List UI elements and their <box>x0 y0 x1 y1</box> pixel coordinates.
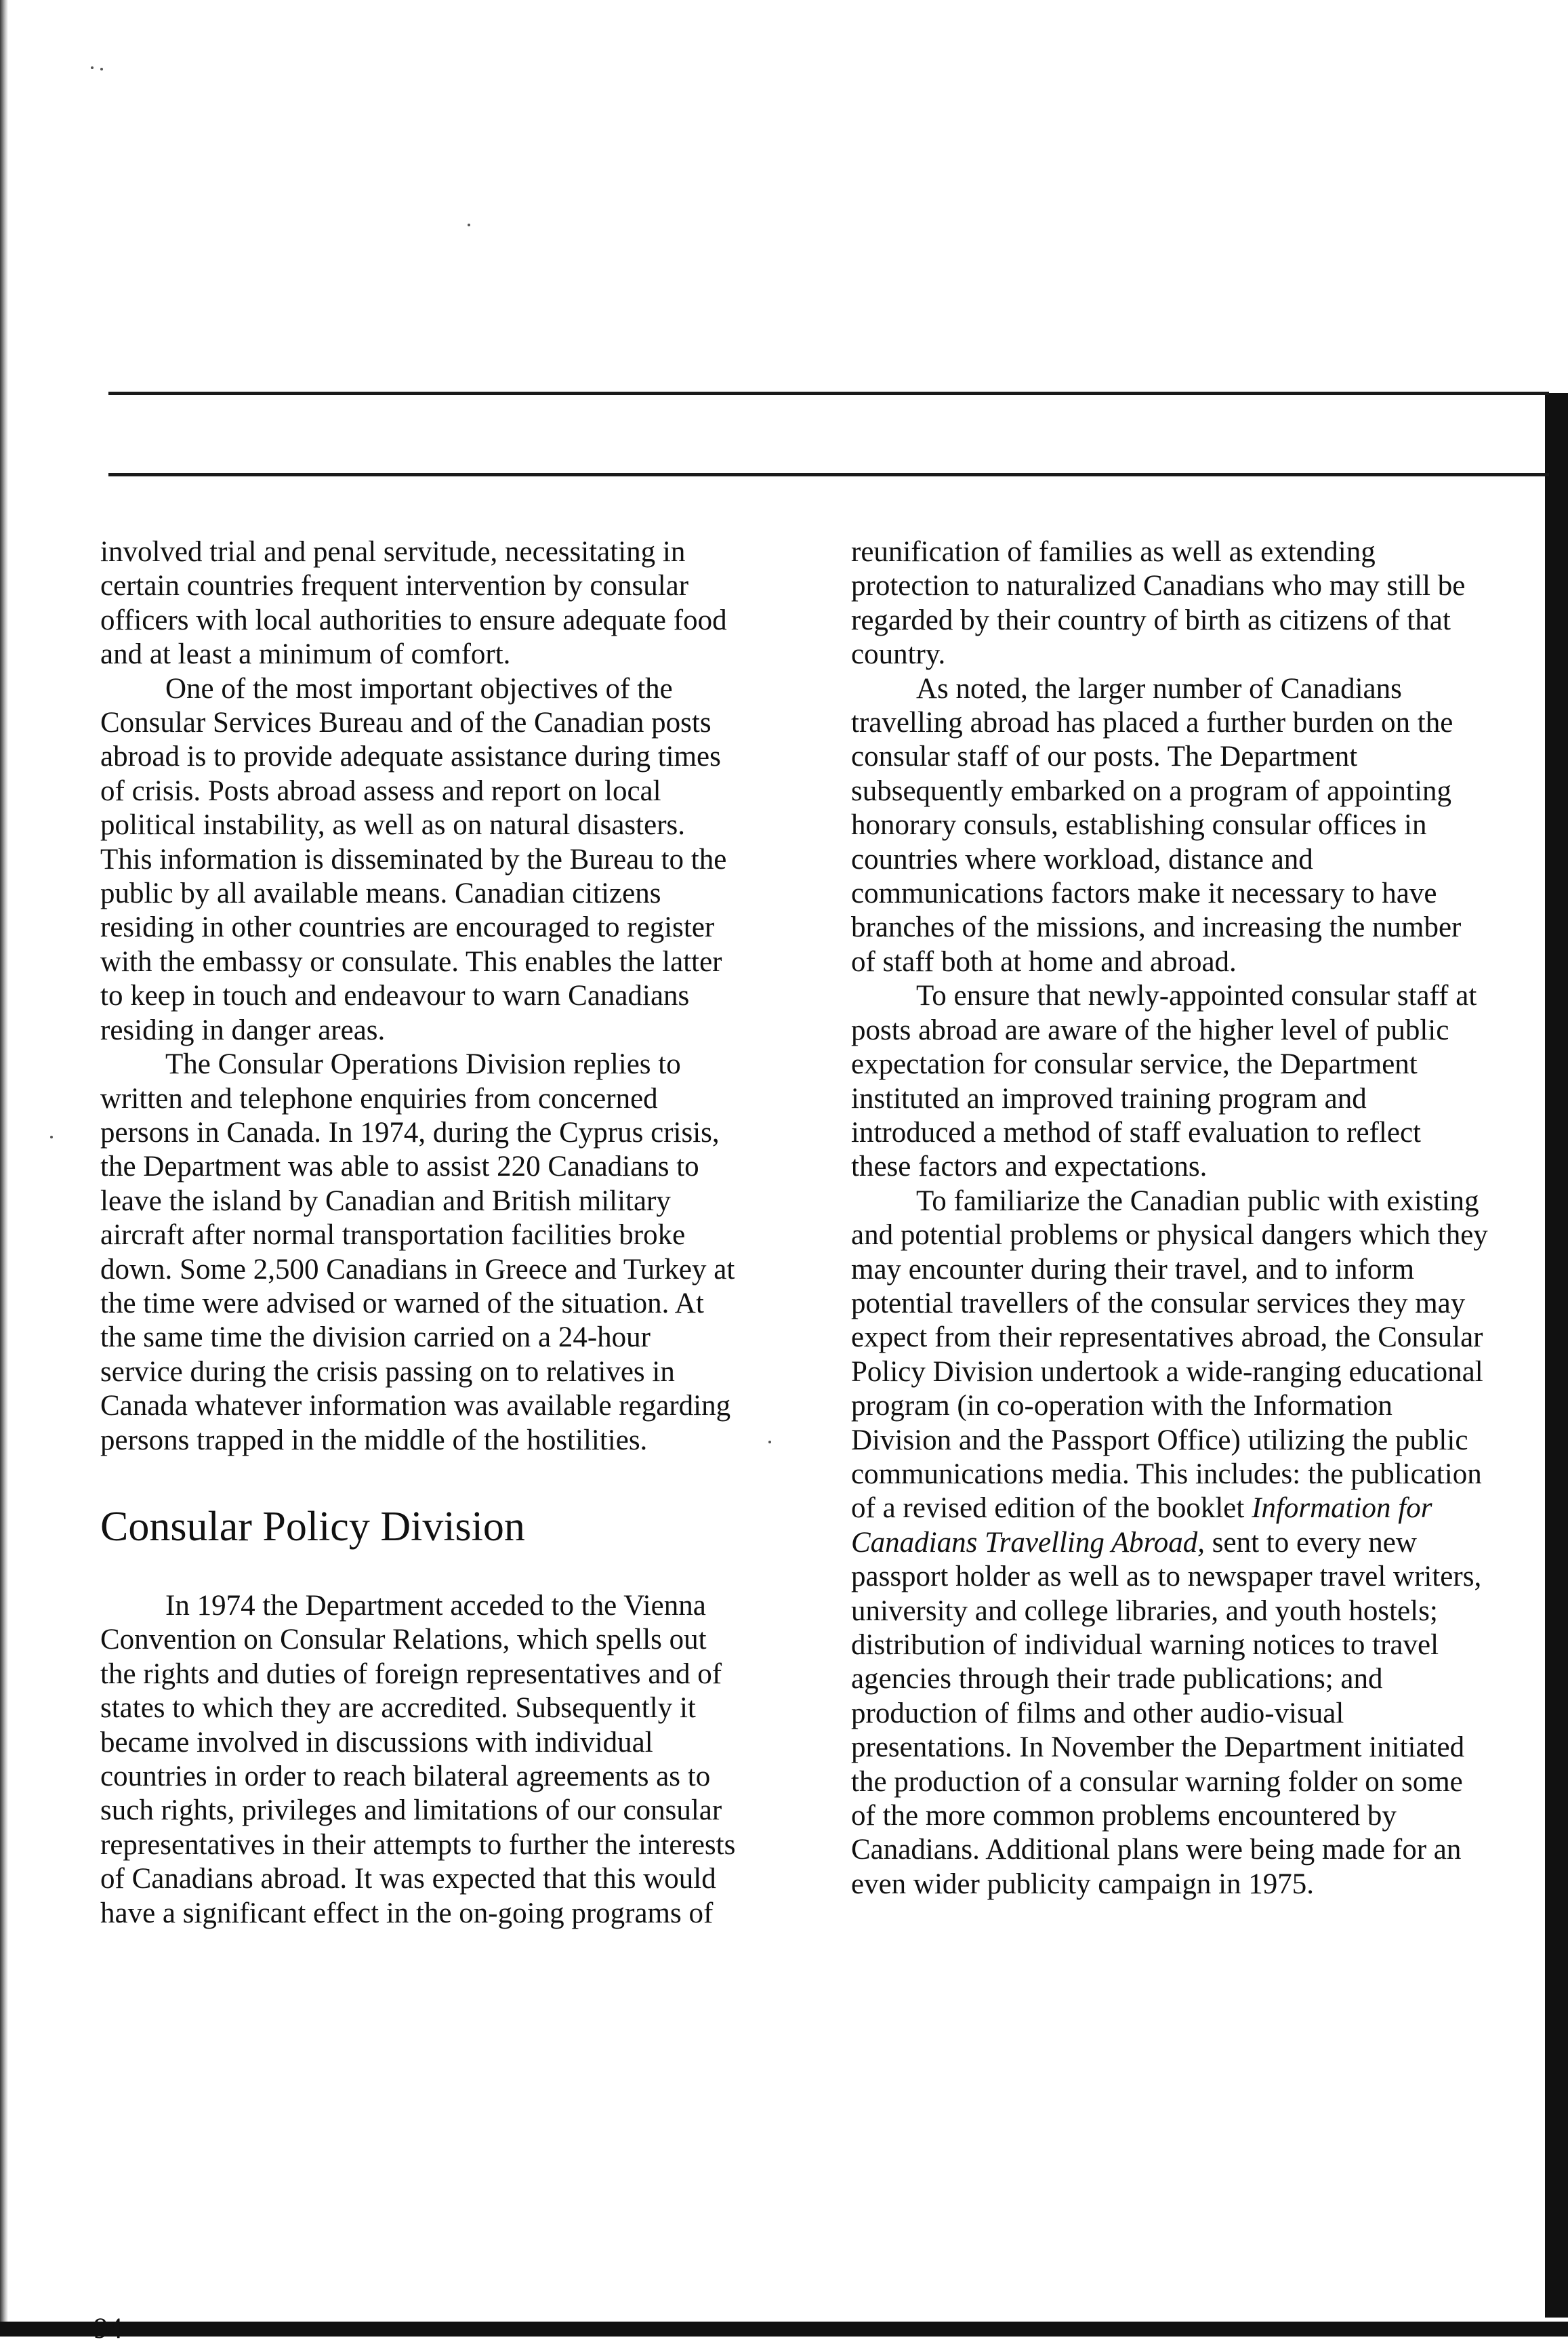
header-rule-bottom <box>108 473 1549 476</box>
paragraph-honorary-consuls: As noted, the larger number of Canadians travelling abroad has placed a further burden on the consular staff of our posts. The Department subsequently embarked on a program of appointing honorary consuls, establishing consular offices in countries where workload, distance and communications factors make it necessary to have branches of the missions, and increasing the number of staff both at home and abroad. <box>851 672 1462 978</box>
scan-speck <box>468 224 470 226</box>
page-binding-edge <box>0 0 8 2337</box>
scan-speck <box>50 1136 53 1138</box>
section-heading-consular-policy: Consular Policy Division <box>100 1503 525 1550</box>
page-right-edge <box>1545 393 1568 2318</box>
scan-speck <box>100 68 103 70</box>
public-education-text-start: To familiarize the Canadian public with existing and potential problems or physical dangers which they may encounter during their travel, and to inform potential travellers of the consular services they may expect from their representatives abroad, the Consular Policy Division undertook a wide-ranging educational program (in co-operation with the Information Division and the Passport Office) utilizing the public communications media. This includes: the publication of a revised edition of the booklet <box>851 1185 1488 1525</box>
paragraph-vienna-convention: In 1974 the Department acceded to the Vienna Convention on Consular Relations, which spells out the rights and duties of foreign representatives and of states to which they are accredited. Subsequently it became involved in discussions with individual countries in order to reach bilateral agreements as to such rights, privileges and limitations of our consular representatives in their attempts to further the interests of Canadians abroad. It was expected that this would have a significant effect in the on-going programs of <box>100 1589 736 1929</box>
paragraph-public-education <box>851 1185 1488 1902</box>
paragraph-staff-training: To ensure that newly-appointed consular staff at posts abroad are aware of the higher level of public expectation for consular service, the Department instituted an improved training program and introduced a method of staff evaluation to reflect these factors and expectations. <box>851 980 1477 1183</box>
booklet-title: Information for Canadians Travelling Abroad, <box>851 1492 1432 1559</box>
paragraph-consular-operations: The Consular Operations Division replies to written and telephone enquiries from concerned persons in Canada. In 1974, during the Cyprus crisis, the Department was able to assist 220 Canadians to leave the island by Canadian and British military aircraft after normal transportation facilities broke down. Some 2,500 Canadians in Greece and Turkey at the time were advised or warned of the situation. At the same time the division carried on a 24-hour service during the crisis passing on to relatives in Canada whatever information was available regarding persons trapped in the middle of the hostilities. <box>100 1048 735 1456</box>
paragraph-crisis-assistance: One of the most important objectives of the Consular Services Bureau and of the Canadian posts abroad is to provide adequate assistance during times of crisis. Posts abroad assess and report on local political instability, as well as on natural disasters. This information is disseminated by the Bureau to the public by all available means. Canadian citizens residing in other countries are encouraged to register with the embassy or consulate. This enables the latter to keep in touch and endeavour to warn Canadians residing in danger areas. <box>100 672 727 1046</box>
paragraph-reunification: reunification of families as well as extending protection to naturalized Canadians who may still be regarded by their country of birth as citizens of that country. <box>851 536 1466 671</box>
paragraph-penal-servitude: involved trial and penal servitude, necessitating in certain countries frequent intervention by consular officers with local authorities to ensure adequate food and at least a minimum of comfort. <box>100 536 727 671</box>
header-rule-top <box>108 392 1549 395</box>
page-bottom-edge <box>0 2322 1568 2337</box>
scan-speck <box>91 66 94 69</box>
scan-speck <box>768 1441 771 1443</box>
page-number: 94 <box>94 2313 123 2345</box>
right-column <box>851 535 1488 1901</box>
left-column <box>100 535 737 1931</box>
public-education-text-end: sent to every new passport holder as well as to newspaper travel writers, university and college libraries, and youth hostels; distribution of individual warning notices to travel agencies through their trade publications; and production of films and other audio-visual presentations. In November the Department initiated the production of a consular warning folder on some of the more common problems encountered by Canadians. Additional plans were being made for an even wider publicity campaign in 1975. <box>851 1526 1482 1900</box>
